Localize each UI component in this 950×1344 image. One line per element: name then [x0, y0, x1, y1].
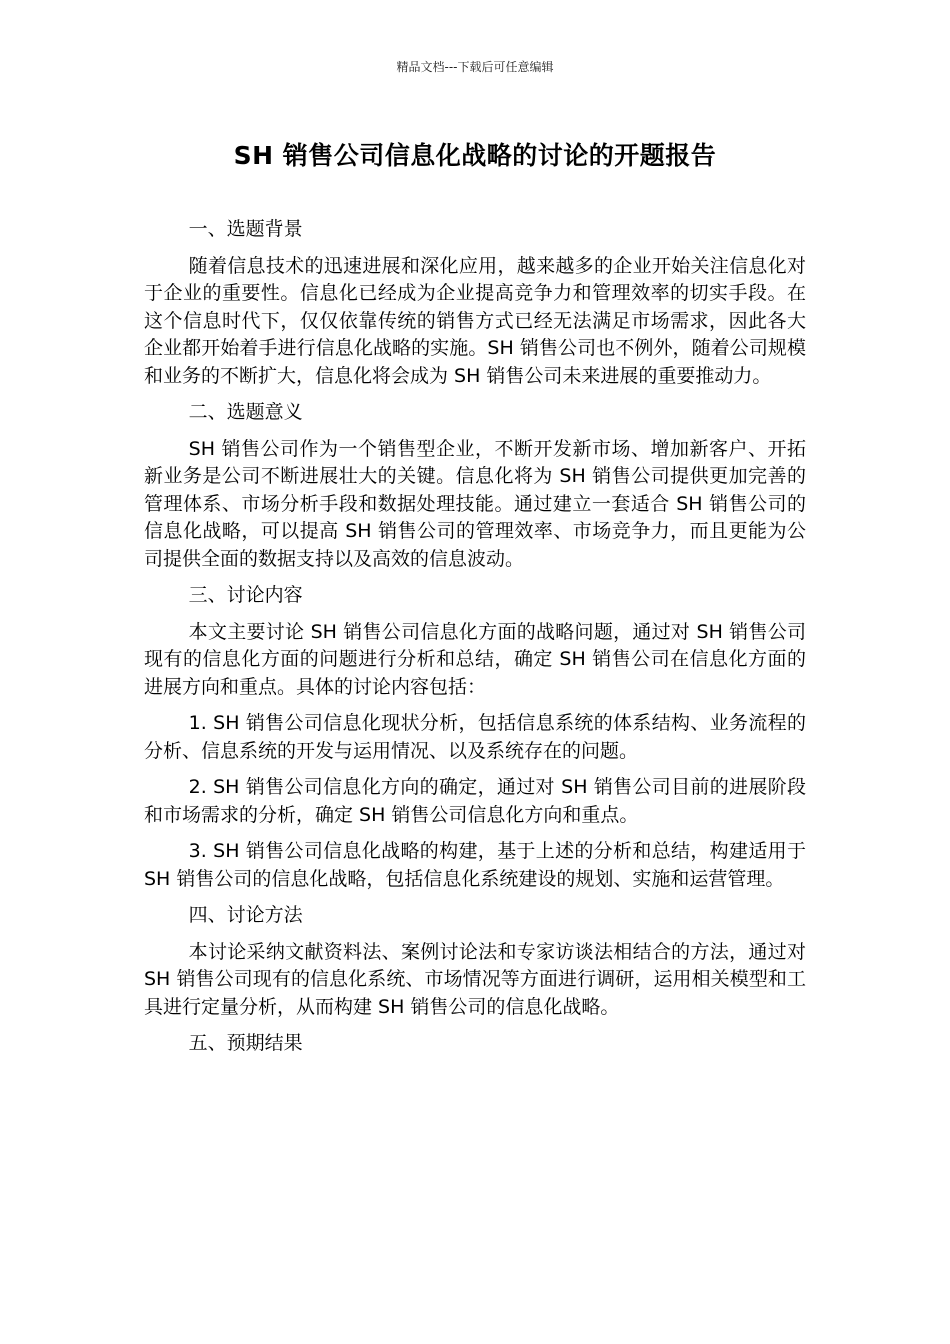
- document-title: SH 销售公司信息化战略的讨论的开题报告: [233, 141, 717, 170]
- section-heading-significance: 二、选题意义: [188, 401, 303, 423]
- list-item: 2. SH 销售公司信息化方向的确定，通过对 SH 销售公司目前的进展阶段和市场需求的分析，确定 SH 销售公司信息化方向和重点。: [144, 776, 806, 826]
- header-note: 精品文档---下载后可任意编辑: [396, 60, 554, 74]
- paragraph: 随着信息技术的迅速进展和深化应用，越来越多的企业开始关注信息化对于企业的重要性。信息化已经成为企业提高竞争力和管理效率的切实手段。在这个信息时代下，仅仅依靠传统的销售方式已经无法满足市场需求，因此各大企业都开始着手进行信息化战略的实施。SH 销售公司也不例外，随着公司规模和业务的不断扩大，信息化将会成为 SH 销售公司未来进展的重要推动力。: [144, 254, 806, 387]
- section-heading-methods: 四、讨论方法: [188, 904, 303, 926]
- paragraph: 本讨论采纳文献资料法、案例讨论法和专家访谈法相结合的方法，通过对 SH 销售公司现有的信息化系统、市场情况等方面进行调研，运用相关模型和工具进行定量分析，从而构建 SH 销售公司的信息化战略。: [144, 940, 806, 1018]
- section-heading-research-content: 三、讨论内容: [188, 584, 303, 606]
- paragraph: 本文主要讨论 SH 销售公司信息化方面的战略问题，通过对 SH 销售公司现有的信息化方面的问题进行分析和总结，确定 SH 销售公司在信息化方面的进展方向和重点。具体的讨论内容包括：: [144, 620, 806, 698]
- paragraph: SH 销售公司作为一个销售型企业，不断开发新市场、增加新客户、开拓新业务是公司不断进展壮大的关键。信息化将为 SH 销售公司提供更加完善的管理体系、市场分析手段和数据处理技能。通过建立一套适合 SH 销售公司的信息化战略，可以提高 SH 销售公司的管理效率、市场竞争力，而且更能为公司提供全面的数据支持以及高效的信息波动。: [144, 437, 806, 570]
- section-heading-background: 一、选题背景: [188, 218, 303, 240]
- list-item: 3. SH 销售公司信息化战略的构建，基于上述的分析和总结，构建适用于 SH 销售公司的信息化战略，包括信息化系统建设的规划、实施和运营管理。: [144, 840, 806, 890]
- list-item: 1. SH 销售公司信息化现状分析，包括信息系统的体系结构、业务流程的分析、信息系统的开发与运用情况、以及系统存在的问题。: [144, 712, 806, 762]
- document-body: [144, 216, 806, 1067]
- section-heading-expected-results: 五、预期结果: [188, 1032, 303, 1054]
